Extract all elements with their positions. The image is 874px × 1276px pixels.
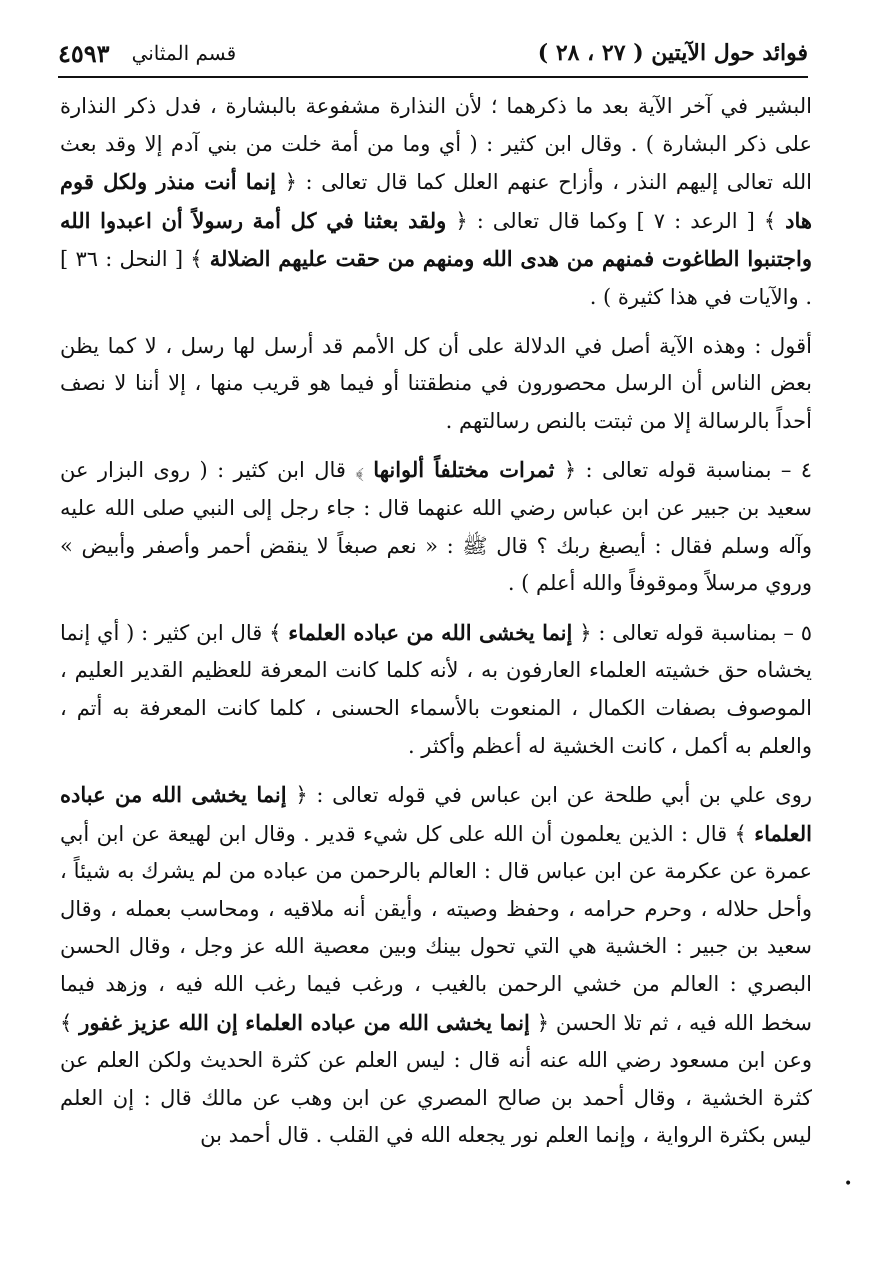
text-run: البشير في آخر الآية بعد ما ذكرهما ؛ لأن النذارة مشفوعة بالبشارة ، فدل ذكر النذارة على ذكر البشارة ) . وقال ابن كثير : ( أي وما من أمة خلت من بني آدم إلا وقد بعث الله تعالى إليهم النذر ، وأزاح عنهم العلل كما قال تعالى : ﴿ [60,94,812,195]
header-right-group [58,39,236,68]
text-run: ﴾ [ النحل : ٣٦ ] . والآيات في هذا كثيرة ) . [60,247,812,309]
text-run: ٥ – بمناسبة قوله تعالى : ﴿ [572,620,812,645]
header-title: فوائد حول الآيتين ( ٢٧ ، ٢٨ ) [537,40,808,66]
text-run: روى علي بن أبي طلحة عن ابن عباس في قوله تعالى : ﴿ [286,783,812,808]
page-number: ٤٥٩٣ [58,38,110,68]
paragraph [60,776,812,1155]
paragraph [60,88,812,317]
text-run: ﴾ قال ابن كثير : ( أي إنما يخشاه حق خشيته العلماء العارفون به ، لأنه كلما كانت المعرفة للعظيم القدير العليم ، الموصوف بصفات الكمال ، المنعوت بالأسماء الحسنى ، كلما كانت المعرفة به أتم ، والعلم به أكمل ، كانت الخشية له أعظم وأكثر . [60,620,812,758]
paragraph [60,614,812,765]
quran-verse: إنما يخشى الله من عباده العلماء [60,782,812,846]
text-run: ﴾ قال : الذين يعلمون أن الله على كل شيء قدير . وقال ابن لهيعة عن ابن أبي عمرة عن عكرمة عن ابن عباس قال : العالم بالرحمن من عباده من لم يشرك به شيئاً ، وأحل حلاله ، وحرم حرامه ، وحفظ وصيته ، وأيقن أنه ملاقيه ، ومحاسب بعمله ، وقال سعيد بن جبير : الخشية هي التي تحول بينك وبين معصية الله عز وجل ، وقال الحسن البصري : العالم من خشي الرحمن بالغيب ، ورغب فيما رغب الله فيه ، وزهد فيما سخط الله فيه ، ثم تلا الحسن ﴿ [60,821,812,1035]
margin-mark: • [844,1176,853,1192]
paragraph [60,451,812,602]
page-body [60,88,812,1155]
running-header [58,32,808,74]
header-rule [58,76,808,78]
quran-verse: إنما يخشى الله من عباده العلماء [288,619,573,645]
quran-verse: ولقد بعثنا في كل أمة رسولاً أن اعبدوا الله واجتنبوا الطاغوت فمنهم من هدى الله ومنهم من حقت عليهم الضلالة [60,207,812,272]
quran-verse: ثمرات مختلفاً ألوانها [373,457,555,483]
text-run: ﴾ قال ابن كثير : ( روى البزار عن سعيد بن جبير عن ابن عباس رضي الله عنهما قال : جاء رجل إلى النبي صلى الله عليه وآله وسلم فقال : أيصبغ ربك ؟ قال ﷺ : « نعم صبغاً لا ينقض أحمر وأصفر وأبيض » وروي مرسلاً وموقوفاً والله أعلم ) . [60,458,812,596]
paragraph [60,328,812,441]
text-run: ٤ – بمناسبة قوله تعالى : ﴿ [554,458,813,483]
text-run: ﴾ [ الرعد : ٧ ] وكما قال تعالى : ﴿ [446,208,786,233]
text-run: ﴾ وعن ابن مسعود رضي الله عنه أنه قال : ليس العلم عن كثرة الحديث ولكن العلم عن كثرة الخشية ، وقال أحمد بن صالح المصري عن ابن وهب عن مالك قال : إن العلم ليس بكثرة الرواية ، وإنما العلم نور يجعله الله في القلب . قال أحمد بن [60,1010,812,1148]
section-name: قسم المثاني [131,41,237,65]
text-run: أقول : وهذه الآية أصل في الدلالة على أن كل الأمم قد أرسل لها رسل ، لا كما يظن بعض الناس أن الرسل محصورون في منطقتنا أو فيما هو قريب منها ، إلا أننا لا نصف أحداً بالرسالة إلا من ثبتت بالنص رسالتهم . [60,333,812,433]
quran-verse: إنما أنت منذر ولكل قوم هاد [60,169,812,233]
quran-verse: إنما يخشى الله من عباده العلماء إن الله عزيز غفور [79,1009,530,1035]
